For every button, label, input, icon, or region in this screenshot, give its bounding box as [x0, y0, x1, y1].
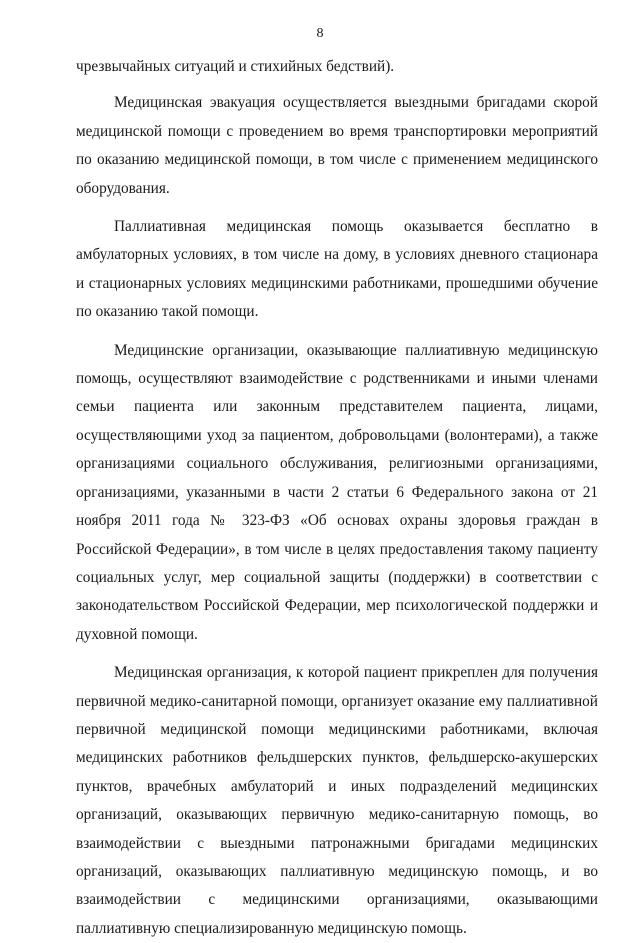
page-number: 8 [316, 26, 324, 41]
paragraph-primary-care-organization: Медицинская организация, к которой пациент прикреплен для получения первичной медико-санитарной помощи, организует оказание ему паллиативной первичной медицинской помощи медицинскими работниками, включая медицинских работников фельдшерских пунктов, фельдшерско-акушерских пунктов, врачебных амбулаторий и иных подразделений медицинских организаций, оказывающих первичную медико-санитарную помощь, во взаимодействии с выездными патронажными бригадами медицинских организаций, оказывающих паллиативную медицинскую помощь, и во взаимодействии с медицинскими организациями, оказывающими паллиативную специализированную медицинскую помощь. [76, 664, 598, 937]
paragraph-palliative-care-free: Паллиативная медицинская помощь оказывается бесплатно в амбулаторных условиях, в том числе на дому, в условиях дневного стационара и стационарных условиях медицинскими работниками, прошедшими обучение по оказанию такой помощи. [76, 218, 598, 321]
paragraph-medical-evacuation: Медицинская эвакуация осуществляется выездными бригадами скорой медицинской помощи с проведением во время транспортировки мероприятий по оказанию медицинской помощи, в том числе с применением медицинского оборудования. [76, 94, 598, 197]
document-body [76, 53, 598, 943]
paragraph-continuation: чрезвычайных ситуаций и стихийных бедствий). [76, 58, 395, 75]
paragraph-organizations-interaction: Медицинские организации, оказывающие паллиативную медицинскую помощь, осуществляют взаимодействие с родственниками и иными членами семьи пациента или законным представителем пациента, лицами, осуществляющими уход за пациентом, добровольцами (волонтерами), а также организациями социального обслуживания, религиозными организациями, организациями, указанными в части 2 статьи 6 Федерального закона от 21 ноября 2011 года № 323-ФЗ «Об основах охраны здоровья граждан в Российской Федерации», в том числе в целях предоставления такому пациенту социальных услуг, мер социальной защиты (поддержки) в соответствии с законодательством Российской Федерации, мер психологической поддержки и духовной помощи. [76, 341, 598, 643]
